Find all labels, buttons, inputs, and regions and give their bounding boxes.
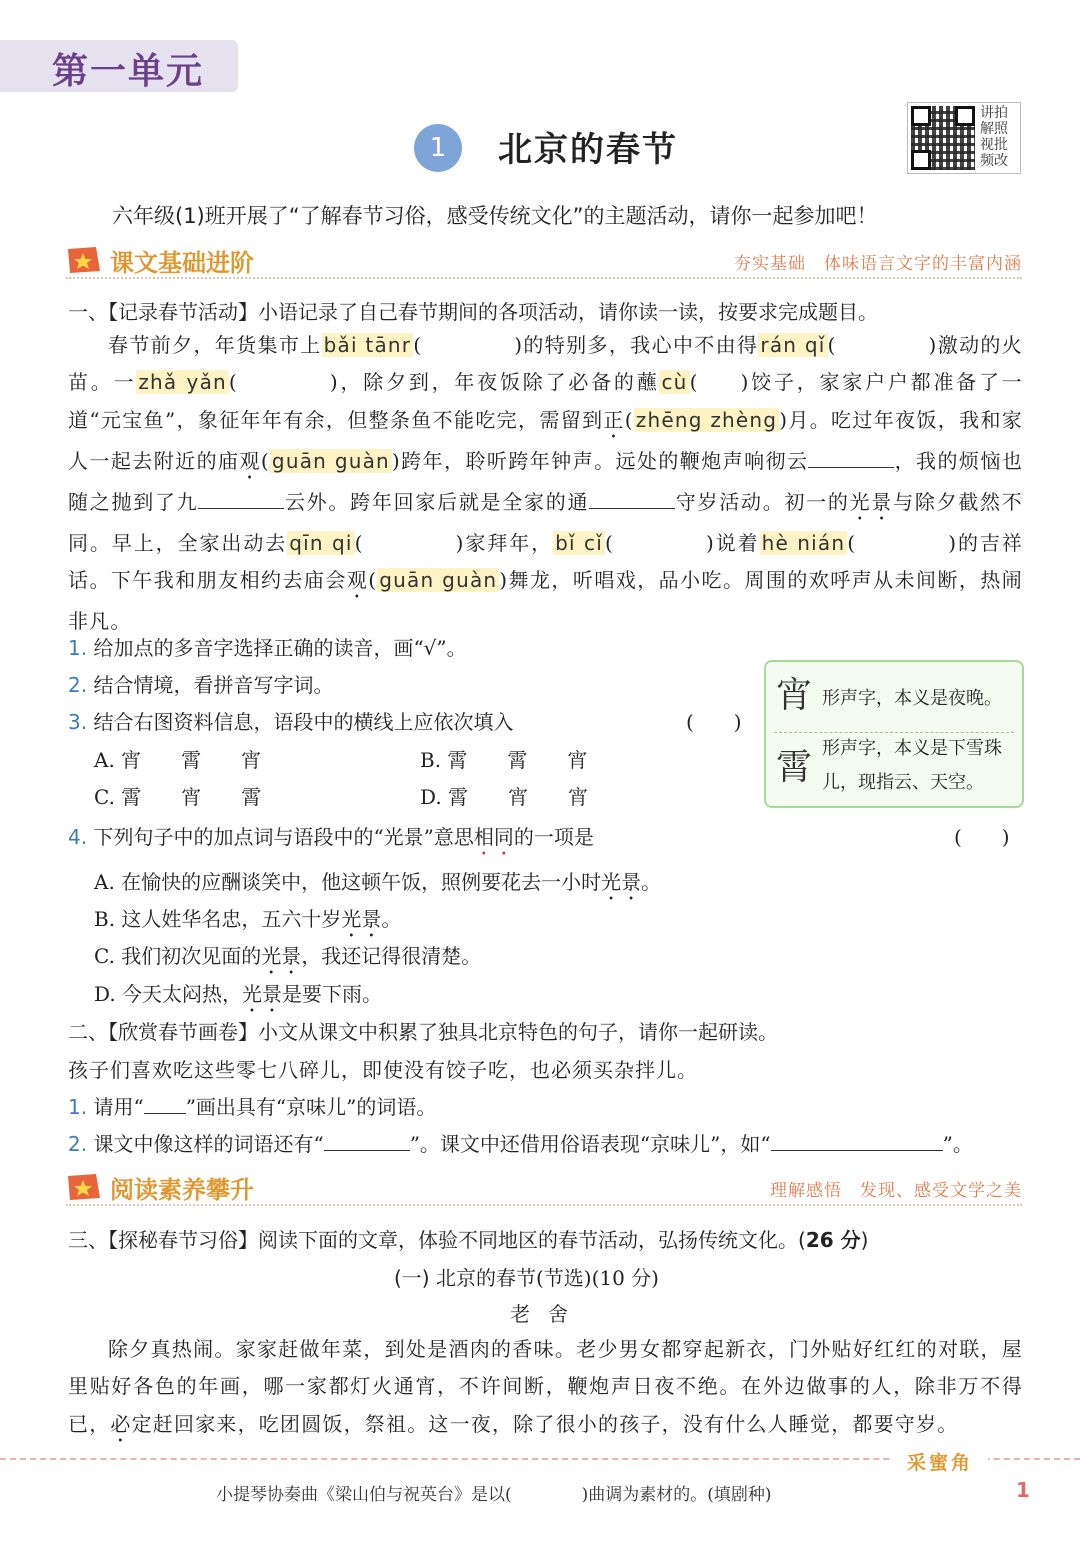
section-subtitle: 理解感悟 发现、感受文学之美 [770,1181,1022,1201]
footer-question: 小提琴协奏曲《梁山伯与祝英台》是以( )曲调为素材的。(填剧种) [216,1485,772,1505]
article-title: (一) 北京的春节(节选)(10 分) [394,1266,659,1290]
section-label: 课文基础进阶 [110,249,254,277]
blank-q2-proverb[interactable] [771,1128,943,1151]
seal-script-xiao-2: 霄 [776,747,813,788]
star-flag-icon [66,245,102,275]
option-3c[interactable]: C. 霄 宵 霄 [94,785,262,809]
qr-caption: 讲拍解照视批频改 [980,105,1008,169]
character-info-box [764,660,1024,808]
info-desc-2b: 儿，现指云、天空。 [822,772,984,793]
option-3d[interactable]: D. 霄 宵 宵 [420,785,589,809]
blank-1[interactable] [808,445,894,468]
section-header-reading [66,1170,1022,1206]
qr-code[interactable] [907,102,1021,174]
blank-3[interactable] [589,486,675,509]
unit-title: 第一单元 [52,51,205,92]
option-3a[interactable]: A. 宵 霄 宵 [94,748,262,772]
beijing-sentence: 孩子们喜欢吃这些零七八碎儿，即使没有饺子吃，也必须买杂拌儿。 [68,1058,698,1082]
article-author: 老舍 [510,1302,586,1326]
question-1-title: 一、【记录春节活动】小语记录了自己春节期间的各项活动，请你读一读，按要求完成题目。 [68,300,878,324]
subquestion-4: 4. 下列句子中的加点词与语段中的“光景”意思相同的一项是 [68,825,594,849]
page-number: 1 [1016,1478,1030,1502]
honey-corner-tag: 采蜜角 [892,1448,988,1476]
option-4c[interactable]: C. 我们初次见面的光景，我还记得很清楚。 [94,944,482,968]
subquestion-1: 1. 给加点的多音字选择正确的读音，画“√”。 [68,636,467,660]
subquestion-2: 2. 结合情境，看拼音写字词。 [68,673,334,697]
blank-q2-word[interactable] [324,1128,410,1151]
option-4a[interactable]: A. 在愉快的应酬谈笑中，他这顿午饭，照例要花去一小时光景。 [94,870,662,894]
section-label: 阅读素养攀升 [110,1176,254,1204]
info-desc-2a: 形声字，本义是下雪珠 [822,738,1002,759]
question-2-title: 二、【欣赏春节画卷】小文从课文中积累了独具北京特色的句子，请你一起研读。 [68,1020,778,1044]
q2-subquestion-2: 2. 课文中像这样的词语还有“ ”。课文中还借用俗语表现“京味儿”，如“ ”。 [68,1128,973,1157]
option-4b[interactable]: B. 这人姓华名忠，五六十岁光景。 [94,907,402,931]
passage-spring-activities: 春节前夕，年货集市上 bǎi tānr ( )的特别多，我心中不由得 rán qǐ ( )激动的火苗。一 zhǎ yǎn ( )，除夕到，年夜饭除了必备的蘸 cù ( )饺子，家家户户都准备了一道“元宝鱼”，象征年年有余，但整条鱼不能吃完，需留到正( zhēng zhèng )月。吃过年夜饭，我和家人一起去附近的庙观( guān guàn )跨年，聆听跨年钟声。远处的鞭炮声响彻云 ，我的烦恼也随之抛到了九 云外。跨年回家后就是全家的通 守岁活动。初一的光景与除夕截然不同。早上，全家出动去 qīn qi ( )家拜年， bǐ cǐ ( )说着 hè nián ( )的吉祥话。下午我和朋友相约去庙会观( guān guàn )舞龙，听唱戏，品小吃。周围的欢呼声从未间断，热闹非凡。 [68,333,1024,633]
lesson-title: 北京的春节 [498,130,678,170]
section-subtitle: 夯实基础 体味语言文字的丰富内涵 [734,254,1022,274]
subquestion-3: 3. 结合右图资料信息，语段中的横线上应依次填入 [68,710,514,734]
blank-2[interactable] [198,486,284,509]
unit-tag [0,40,238,92]
q2-subquestion-1: 1. 请用“ ”画出具有“京味儿”的词语。 [68,1095,437,1119]
seal-script-xiao-1: 宵 [776,675,813,716]
option-4d[interactable]: D. 今天太闷热，光景是要下雨。 [94,982,383,1006]
activity-intro: 六年级(1)班开展了“了解春节习俗，感受传统文化”的主题活动，请你一起参加吧！ [112,204,878,228]
answer-paren-4[interactable]: ( ) [954,825,1010,849]
answer-paren-3[interactable]: ( ) [686,710,742,734]
question-3-title: 三、【探秘春节习俗】阅读下面的文章，体验不同地区的春节活动，弘扬传统文化。(26 分) [68,1228,869,1252]
star-flag-icon [66,1172,102,1202]
option-3b[interactable]: B. 霄 霄 宵 [420,748,588,772]
section-header-basics [66,243,1022,279]
info-desc-1: 形声字，本义是夜晚。 [822,688,1002,709]
article-text: 除夕真热闹。家家赶做年菜，到处是酒肉的香味。老少男女都穿起新衣，门外贴好红红的对联，屋里贴好各色的年画，哪一家都灯火通宵，不许间断，鞭炮声日夜不绝。在外边做事的人，除非万不得已，必定赶回家来，吃团圆饭，祭祖。这一夜，除了很小的孩子，没有什么人睡觉，都要守岁。 [68,1337,1023,1436]
lesson-number-badge: 1 [414,124,462,172]
